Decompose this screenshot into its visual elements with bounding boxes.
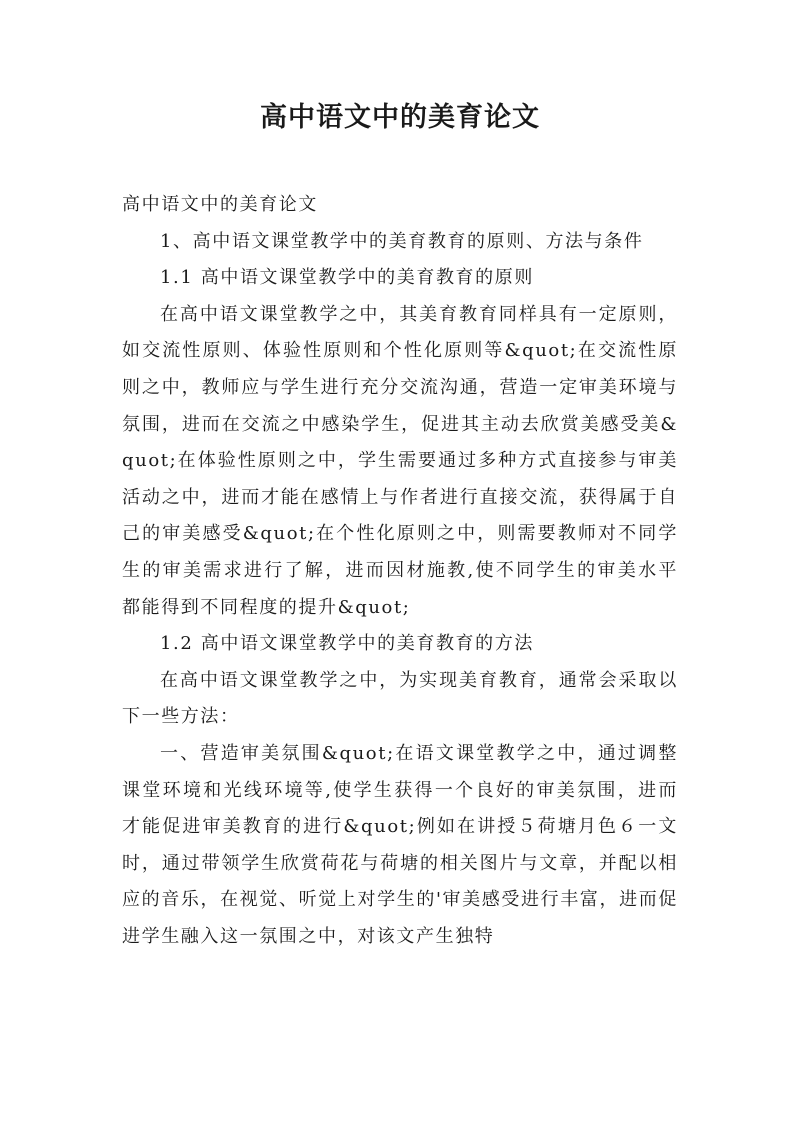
paragraph-section-1-heading: 1、高中语文课堂教学中的美育教育的原则、方法与条件 (160, 230, 644, 252)
document-body (122, 187, 678, 955)
paragraph-principles: 在高中语文课堂教学之中，其美育教育同样具有一定原则，如交流性原则、体验性原则和个性化原则等&quot;在交流性原则之中，教师应与学生进行充分交流沟通，营造一定审美环境与氛围，进而在交流之中感染学生，促进其主动去欣赏美感受美&quot;在体验性原则之中，学生需要通过多种方式直接参与审美活动之中，进而才能在感情上与作者进行直接交流，获得属于自己的审美感受&quot;在个性化原则之中，则需要教师对不同学生的审美需求进行了解，进而因材施教,使不同学生的审美水平都能得到不同程度的提升&quot; (122, 303, 678, 618)
paragraph-subtitle: 高中语文中的美育论文 (122, 194, 318, 215)
paragraph-method-1: 一、营造审美氛围&quot;在语文课堂教学之中，通过调整课堂环境和光线环境等,使学生获得一个良好的审美氛围，进而才能促进审美教育的进行&quot;例如在讲授５荷塘月色６一文时，通过带领学生欣赏荷花与荷塘的相关图片与文章，并配以相应的音乐，在视觉、听觉上对学生的'审美感受进行丰富，进而促进学生融入这一氛围之中，对该文产生独特 (122, 742, 678, 947)
paragraph-methods-intro: 在高中语文课堂教学之中，为实现美育教育，通常会采取以下一些方法： (122, 669, 678, 728)
document-title: 高中语文中的美育论文 (260, 102, 540, 133)
paragraph-section-1-2-heading: 1.2 高中语文课堂教学中的美育教育的方法 (160, 633, 534, 655)
paragraph-section-1-1-heading: 1.1 高中语文课堂教学中的美育教育的原则 (160, 267, 534, 289)
